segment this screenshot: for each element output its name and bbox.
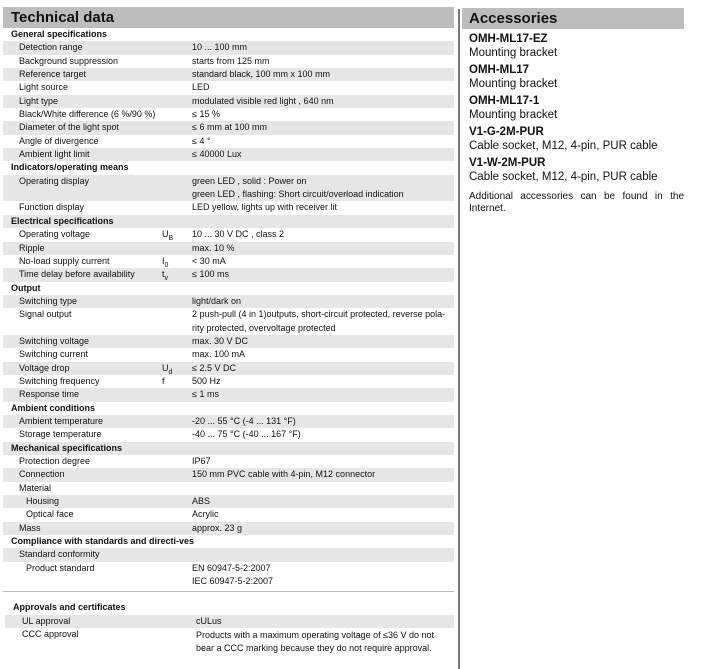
spec-value-line: Products with a maximum operating voltage of ≤36 V do not	[196, 630, 435, 641]
spec-label: Reference target	[19, 69, 87, 80]
spec-label: CCC approval	[22, 629, 79, 640]
spec-value-line: -40 ... 75 °C (-40 ... 167 °F)	[192, 429, 301, 440]
spec-value-line: max. 30 V DC	[192, 335, 249, 346]
spec-value-line: bear a CCC marking because they do not require approval.	[196, 642, 432, 653]
spec-label: Diameter of the light spot	[19, 122, 120, 133]
spec-row	[3, 228, 454, 241]
spec-row	[3, 81, 454, 94]
spec-row	[3, 268, 454, 281]
accessory-description: Mounting bracket	[469, 77, 558, 90]
spec-value-line: 10 ... 100 mm	[192, 42, 248, 53]
spec-label: Mass	[19, 522, 41, 533]
spec-label: Light source	[19, 82, 69, 93]
section-header	[3, 535, 454, 548]
spec-row	[3, 255, 454, 268]
spec-value	[192, 242, 454, 255]
section-title: Output	[11, 282, 41, 293]
spec-value-line: approx. 23 g	[192, 522, 243, 533]
spec-value-line: starts from 125 mm	[192, 55, 270, 66]
section-title: Approvals and certificates	[13, 602, 126, 613]
spec-label: Function display	[19, 202, 85, 213]
spec-value	[192, 388, 454, 401]
spec-row	[3, 388, 454, 401]
symbol-letter: U	[162, 229, 169, 240]
spec-value-line: ≤ 1 ms	[192, 389, 219, 400]
spec-row	[3, 522, 454, 535]
accessory-description: Mounting bracket	[469, 46, 558, 59]
section-header	[3, 215, 454, 228]
spec-label: Ambient temperature	[19, 415, 104, 426]
spec-value	[192, 255, 454, 268]
spec-row	[3, 335, 454, 348]
spec-label: Ripple	[19, 242, 45, 253]
spec-value	[192, 175, 454, 202]
spec-label: Background suppression	[19, 55, 119, 66]
section-title: Ambient conditions	[11, 402, 95, 413]
spec-value-line: LED yellow, lights up with receiver lit	[192, 202, 338, 213]
symbol-subscript: B	[168, 234, 174, 242]
spec-row	[3, 108, 454, 121]
symbol-subscript: 0	[164, 261, 169, 269]
spec-label: Switching voltage	[19, 335, 90, 346]
spec-value	[192, 228, 454, 241]
accessories-list	[462, 33, 684, 184]
spec-value	[192, 362, 454, 375]
spec-label: Optical face	[26, 509, 74, 520]
section-title: Electrical specifications	[11, 215, 114, 226]
spec-label: Detection range	[19, 42, 83, 53]
spec-value-line: ≤ 100 ms	[192, 269, 229, 280]
spec-value	[192, 68, 454, 81]
spec-value	[192, 375, 454, 388]
spec-label: Response time	[19, 389, 80, 400]
spec-label: Connection	[19, 469, 65, 480]
spec-label: Black/White difference (6 %/90 %)	[19, 109, 156, 120]
spec-value-line: -20 ... 55 °C (-4 ... 131 °F)	[192, 415, 296, 426]
spec-value-line: standard black, 100 mm x 100 mm	[192, 69, 331, 80]
spec-value	[192, 508, 454, 521]
accessory-code: OMH-ML17-EZ	[469, 33, 548, 45]
symbol-letter: t	[162, 269, 165, 280]
spec-symbol	[162, 375, 165, 388]
approvals-table	[5, 601, 454, 654]
spec-value	[192, 81, 454, 94]
spec-value	[192, 295, 454, 308]
spec-value-line: ≤ 2.5 V DC	[192, 362, 236, 373]
accessory-item	[462, 126, 684, 153]
spec-table	[3, 28, 454, 588]
spec-row	[5, 615, 454, 628]
spec-value-line: max. 100 mA	[192, 349, 246, 360]
spec-value-line: 500 Hz	[192, 375, 221, 386]
spec-value	[192, 41, 454, 54]
spec-row	[3, 455, 454, 468]
accessory-code: V1-G-2M-PUR	[469, 126, 544, 138]
spec-label: Operating voltage	[19, 229, 91, 240]
spec-value	[192, 108, 454, 121]
spec-value-line: < 30 mA	[192, 255, 226, 266]
spec-value	[192, 268, 454, 281]
spec-row	[3, 375, 454, 388]
spec-value	[192, 135, 454, 148]
accessory-item	[462, 157, 684, 184]
spec-label: Storage temperature	[19, 429, 102, 440]
spec-value-line: modulated visible red light , 640 nm	[192, 95, 334, 106]
divider	[3, 591, 454, 592]
spec-label: Switching type	[19, 295, 78, 306]
accessories-title: Accessories	[462, 8, 684, 29]
accessory-item	[462, 64, 684, 91]
spec-value-line: 2 push-pull (4 in 1)outputs, short-circuit protected, reverse pola-	[192, 309, 446, 320]
spec-label: Standard conformity	[19, 549, 100, 560]
symbol-letter: f	[162, 375, 165, 386]
section-header	[3, 161, 454, 174]
spec-label: Switching frequency	[19, 375, 100, 386]
spec-value-line: rity protected, overvoltage protected	[192, 322, 336, 333]
accessory-item	[462, 33, 684, 60]
spec-row	[3, 175, 454, 202]
spec-value-line: LED	[192, 82, 210, 93]
spec-value	[192, 308, 454, 335]
spec-row	[3, 201, 454, 214]
spec-value-line: ≤ 15 %	[192, 109, 220, 120]
accessory-description: Cable socket, M12, 4-pin, PUR cable	[469, 139, 658, 152]
spec-label: Protection degree	[19, 456, 91, 466]
spec-value	[192, 348, 454, 361]
spec-row	[3, 362, 454, 375]
accessories-note: Additional accessories can be found in the Internet.	[469, 191, 684, 214]
spec-label: Product standard	[26, 562, 95, 573]
spec-row	[3, 562, 454, 589]
spec-row	[3, 348, 454, 361]
spec-row	[3, 508, 454, 521]
accessory-code: V1-W-2M-PUR	[469, 157, 546, 169]
spec-label: Angle of divergence	[19, 135, 99, 146]
spec-value	[192, 415, 454, 428]
symbol-subscript: v	[164, 274, 169, 282]
spec-value	[196, 628, 454, 654]
accessory-description: Mounting bracket	[469, 108, 558, 121]
spec-value-line: max. 10 %	[192, 242, 235, 253]
spec-value	[192, 468, 454, 481]
spec-value	[192, 428, 454, 441]
section-header	[5, 601, 454, 614]
spec-value-line: ≤ 40000 Lux	[192, 149, 242, 160]
spec-value-line: ≤ 4 °	[192, 135, 211, 146]
spec-value-line: 10 ... 30 V DC , class 2	[192, 229, 285, 240]
spec-label: Voltage drop	[19, 362, 70, 373]
spec-value	[192, 55, 454, 68]
accessory-item	[462, 95, 684, 122]
spec-value-line: cULus	[196, 615, 222, 626]
spec-value-line: 150 mm PVC cable with 4-pin, M12 connector	[192, 469, 376, 480]
spec-value	[192, 495, 454, 508]
spec-label: Operating display	[19, 175, 90, 186]
spec-row	[3, 135, 454, 148]
section-title: Mechanical specifications	[11, 442, 123, 453]
spec-row	[3, 148, 454, 161]
technical-data-panel	[3, 7, 454, 654]
section-header	[3, 402, 454, 415]
spec-value	[192, 335, 454, 348]
spec-value-line: ≤ 6 mm at 100 mm	[192, 122, 267, 133]
spec-label: Signal output	[19, 309, 72, 320]
spec-row	[3, 55, 454, 68]
section-title: General specifications	[11, 29, 108, 39]
spec-row	[5, 628, 454, 654]
symbol-letter: U	[162, 362, 169, 373]
spec-row	[3, 95, 454, 108]
spec-row	[3, 41, 454, 54]
spec-value	[192, 562, 454, 589]
spec-value	[192, 95, 454, 108]
accessories-panel	[462, 8, 684, 215]
technical-data-title: Technical data	[3, 7, 454, 28]
section-title: Indicators/operating means	[11, 162, 129, 173]
spec-value-line: IP67	[192, 456, 211, 466]
spec-label: Ambient light limit	[19, 149, 90, 160]
spec-row	[3, 121, 454, 134]
spec-row	[3, 548, 454, 561]
section-header	[3, 442, 454, 455]
spec-row	[3, 295, 454, 308]
spec-row	[3, 242, 454, 255]
spec-row	[3, 68, 454, 81]
symbol-letter: I	[162, 255, 165, 266]
section-header	[3, 282, 454, 295]
accessory-code: OMH-ML17	[469, 64, 530, 76]
spec-value-line: green LED , flashing: Short circuit/overload indication	[192, 189, 404, 200]
spec-row	[3, 495, 454, 508]
spec-row	[3, 308, 454, 335]
spec-label: Light type	[19, 95, 59, 106]
symbol-subscript: d	[168, 368, 173, 376]
spec-value	[192, 148, 454, 161]
accessory-description: Cable socket, M12, 4-pin, PUR cable	[469, 170, 658, 183]
spec-value	[192, 522, 454, 535]
section-header	[3, 28, 454, 41]
spec-row	[3, 428, 454, 441]
spec-label: Housing	[26, 496, 60, 507]
spec-label: Switching current	[19, 349, 89, 360]
spec-value	[192, 455, 454, 468]
column-divider	[458, 9, 460, 669]
spec-label: No-load supply current	[19, 255, 110, 266]
spec-value	[196, 615, 454, 628]
spec-value-line: EN 60947-5-2:2007	[192, 562, 271, 573]
spec-value-line: green LED , solid : Power on	[192, 175, 307, 186]
spec-row	[3, 468, 454, 481]
spec-value-line: IEC 60947-5-2:2007	[192, 576, 274, 587]
spec-value-line: ABS	[192, 496, 211, 507]
spec-label: Material	[19, 482, 52, 493]
spec-row	[3, 482, 454, 495]
spec-row	[3, 415, 454, 428]
spec-value	[192, 121, 454, 134]
spec-value	[192, 201, 454, 214]
spec-value-line: Acrylic	[192, 509, 219, 520]
accessory-code: OMH-ML17-1	[469, 95, 540, 107]
spec-label: UL approval	[22, 615, 71, 626]
spec-value-line: light/dark on	[192, 295, 242, 306]
section-title: Compliance with standards and directi-​ves	[11, 536, 195, 547]
spec-label: Time delay before availability	[19, 269, 135, 280]
